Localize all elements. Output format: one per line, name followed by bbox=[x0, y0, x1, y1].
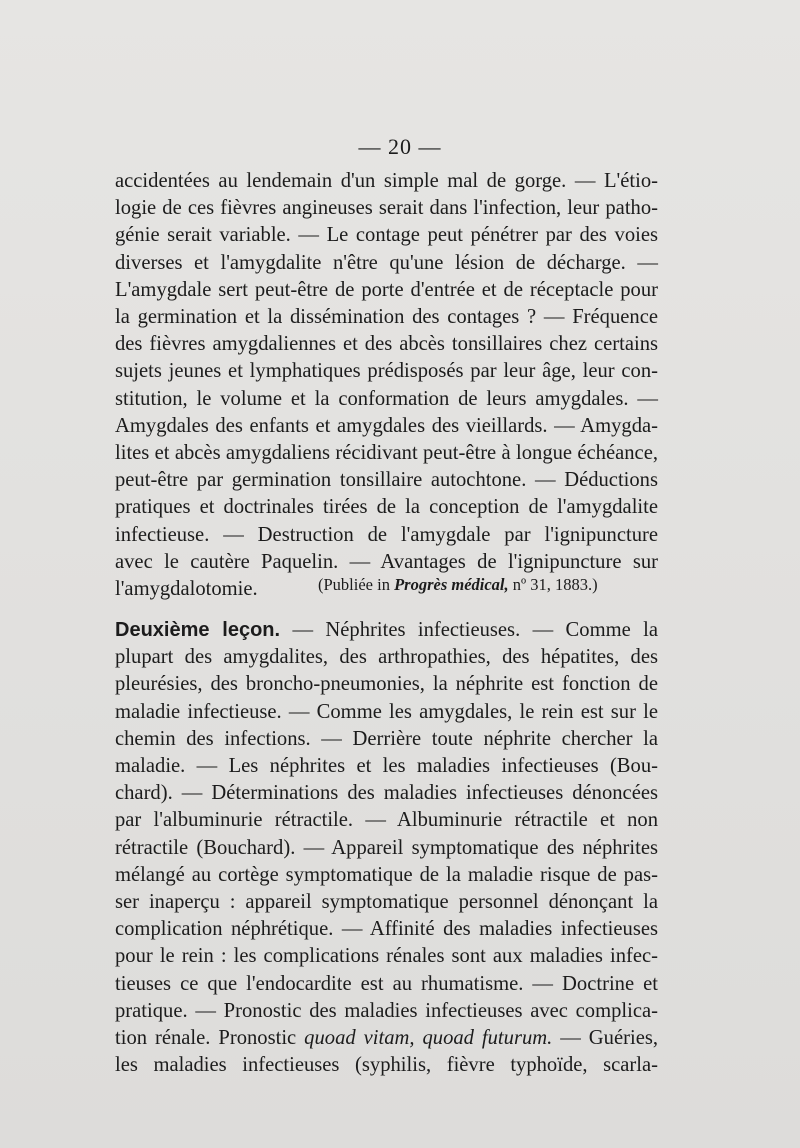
text-line: la germination et la dissémination des contages ? — Fréquence bbox=[115, 306, 658, 329]
text-line: des fièvres amygdaliennes et des abcès tonsillaires chez certains bbox=[115, 333, 658, 356]
paragraph-lesson-summary bbox=[115, 168, 658, 603]
text-line: maladie infectieuse. — Comme les amygdales, le rein est sur le bbox=[115, 700, 658, 723]
publication-citation bbox=[318, 575, 598, 595]
text-line: logie de ces fièvres angineuses serait dans l'infection, leur patho- bbox=[115, 197, 658, 220]
text-line: peut-être par germination tonsillaire autochtone. — Déductions bbox=[115, 469, 658, 492]
pronostic-after: — Guéries, bbox=[552, 1027, 659, 1050]
text-line: plupart des amygdalites, des arthropathies, des hépatites, des bbox=[115, 646, 658, 669]
text-line: avec le cautère Paquelin. — Avantages de l'ignipuncture sur bbox=[115, 550, 658, 573]
text-line bbox=[115, 1025, 658, 1052]
text-line: pratique. — Pronostic des maladies infectieuses avec complica- bbox=[115, 999, 658, 1022]
citation-prefix: (Publiée in bbox=[318, 575, 395, 594]
text-line: pratiques et doctrinales tirées de la conception de l'amygdalite bbox=[115, 496, 658, 519]
text-line: lites et abcès amygdaliens récidivant peut-être à longue échéance, bbox=[115, 442, 658, 465]
text-line: rétractile (Bouchard). — Appareil symptomatique des néphrites bbox=[115, 836, 658, 859]
text-line: génie serait variable. — Le contage peut pénétrer par des voies bbox=[115, 224, 658, 247]
text-line: l'amygdalotomie. bbox=[115, 578, 258, 601]
text-line: infectieuse. — Destruction de l'amygdale par l'ignipuncture bbox=[115, 523, 658, 546]
text-line: pour le rein : les complications rénales sont aux maladies infec- bbox=[115, 945, 658, 968]
text-line bbox=[115, 617, 658, 644]
text-line: tieuses ce que l'endocardite est au rhumatisme. — Doctrine et bbox=[115, 972, 658, 995]
paragraph-second-lesson bbox=[115, 617, 658, 1079]
text-line: Amygdales des enfants et amygdales des vieillards. — Amygda- bbox=[115, 414, 658, 437]
lesson-title: Deuxième leçon. bbox=[115, 619, 281, 641]
text-line: par l'albuminurie rétractile. — Albuminurie rétractile et non bbox=[115, 809, 658, 832]
text-line: accidentées au lendemain d'un simple mal de gorge. — L'étio- bbox=[115, 170, 658, 192]
text-line: stitution, le volume et la conformation de leurs amygdales. — bbox=[115, 387, 658, 410]
text-line: chard). — Déterminations des maladies infectieuses dénoncées bbox=[115, 782, 658, 805]
page-number: — 20 — bbox=[358, 134, 442, 159]
text-line: chemin des infections. — Derrière toute néphrite chercher la bbox=[115, 727, 658, 750]
text-line: les maladies infectieuses (syphilis, fièvre typhoïde, scarla- bbox=[115, 1054, 658, 1077]
lesson-title-rest: — Néphrites infectieuses. — Comme la bbox=[280, 619, 658, 641]
text-line: pleurésies, des broncho-pneumonies, la néphrite est fonction de bbox=[115, 673, 658, 696]
text-line: mélangé au cortège symptomatique de la maladie risque de pas- bbox=[115, 863, 658, 886]
text-line: complication néphrétique. — Affinité des maladies infectieuses bbox=[115, 918, 658, 941]
text-line: sujets jeunes et lymphatiques prédisposés par leur âge, leur con- bbox=[115, 360, 658, 383]
citation-journal: Progrès médical, bbox=[394, 575, 509, 594]
text-line: maladie. — Les néphrites et les maladies infectieuses (Bou- bbox=[115, 755, 658, 778]
citation-suffix: nº 31, 1883.) bbox=[508, 575, 598, 594]
pronostic-before: tion rénale. Pronostic bbox=[115, 1027, 305, 1050]
pronostic-italic: quoad vitam, quoad futurum. bbox=[304, 1027, 553, 1050]
text-line: L'amygdale sert peut-être de porte d'entrée et de réceptacle pour bbox=[115, 278, 658, 301]
text-line: diverses et l'amygdalite n'être qu'une lésion de décharge. — bbox=[115, 251, 658, 274]
text-line: ser inaperçu : appareil symptomatique personnel dénonçant la bbox=[115, 891, 658, 914]
